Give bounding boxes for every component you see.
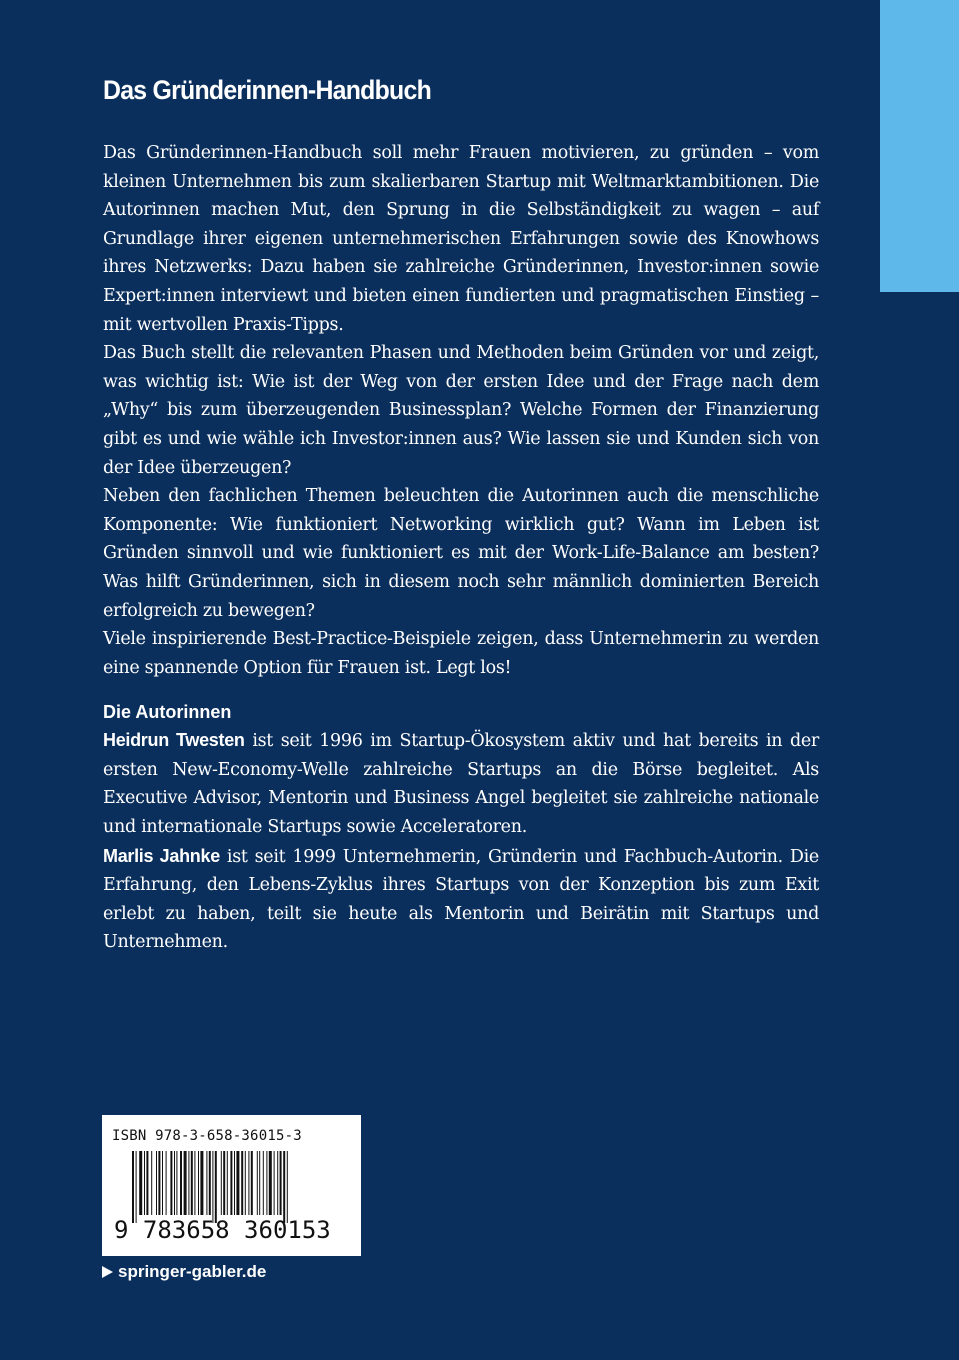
book-title: Das Gründerinnen-Handbuch [103, 75, 432, 105]
publisher-link[interactable] [102, 1262, 266, 1282]
barcode-digits: 9 783658 360153 [114, 1216, 331, 1244]
author-bio-text-1: ist seit 1996 im Startup-Ökosystem aktiv und hat bereits in der ersten New-Economy-Welle zahlreiche Startups an die Börse begleitet. Als Executive Advisor, Mentorin und Business Angel begleitet sie zahlreiche nationale und internationale Startups sowie Acceleratoren. [103, 731, 819, 838]
back-cover-text [103, 72, 819, 957]
arrow-right-icon [102, 1266, 113, 1278]
publisher-url: springer-gabler.de [118, 1262, 267, 1281]
author-name-2: Marlis Jahnke [103, 845, 220, 866]
authors-heading: Die Autorinnen [103, 702, 232, 723]
description-paragraph-2: Das Buch stellt die relevanten Phasen und Methoden beim Gründen vor und zeigt, was wichtig ist: Wie ist der Weg von der ersten Idee und der Frage nach dem „Why“ bis zum überzeugenden Businessplan? Welche Formen der Finanzierung gibt es und wie wähle ich Investor:innen aus? Wie lassen sie und Kunden sich von der Idee überzeugen? [103, 343, 819, 478]
author-bio-1 [103, 726, 819, 841]
accent-tab [880, 0, 959, 292]
author-bio-text-2: ist seit 1999 Unternehmerin, Gründerin und Fachbuch-Autorin. Die Erfahrung, den Lebens-Zyklus ihres Startups von der Konzeption bis zum Exit erlebt zu haben, teilt sie heute als Mentorin und Beirätin mit Startups und Unternehmen. [103, 846, 819, 953]
description-paragraph-4: Viele inspirierende Best-Practice-Beispiele zeigen, dass Unternehmerin zu werden eine spannende Option für Frauen ist. Legt los! [103, 629, 819, 678]
description-paragraph-3: Neben den fachlichen Themen beleuchten die Autorinnen auch die menschliche Komponente: Wie funktioniert Networking wirklich gut? Wann im Leben ist Gründen sinnvoll und wie funktioniert es mit der Work-Life-Balance am besten? Was hilft Gründerinnen, sich in diesem noch sehr männlich dominierten Bereich erfolgreich zu bewegen? [103, 486, 819, 621]
description-paragraph-1: Das Gründerinnen-Handbuch soll mehr Frauen motivieren, zu gründen – vom kleinen Unternehmen bis zum skalierbaren Startup mit Weltmarktambitionen. Die Autorinnen machen Mut, den Sprung in die Selbständigkeit zu wagen – auf Grundlage ihrer eigenen unternehmerischen Erfahrungen sowie des Knowhows ihres Netzwerks: Dazu haben sie zahlreiche Gründerinnen, Investor:innen sowie Expert:innen interviewt und bieten einen fundierten und pragmatischen Einstieg – mit wertvollen Praxis-Tipps. [103, 143, 819, 335]
author-name-1: Heidrun Twesten [103, 730, 245, 751]
isbn-barcode [102, 1115, 361, 1256]
isbn-label: ISBN 978-3-658-36015-3 [112, 1128, 302, 1144]
author-bio-2 [103, 842, 819, 957]
